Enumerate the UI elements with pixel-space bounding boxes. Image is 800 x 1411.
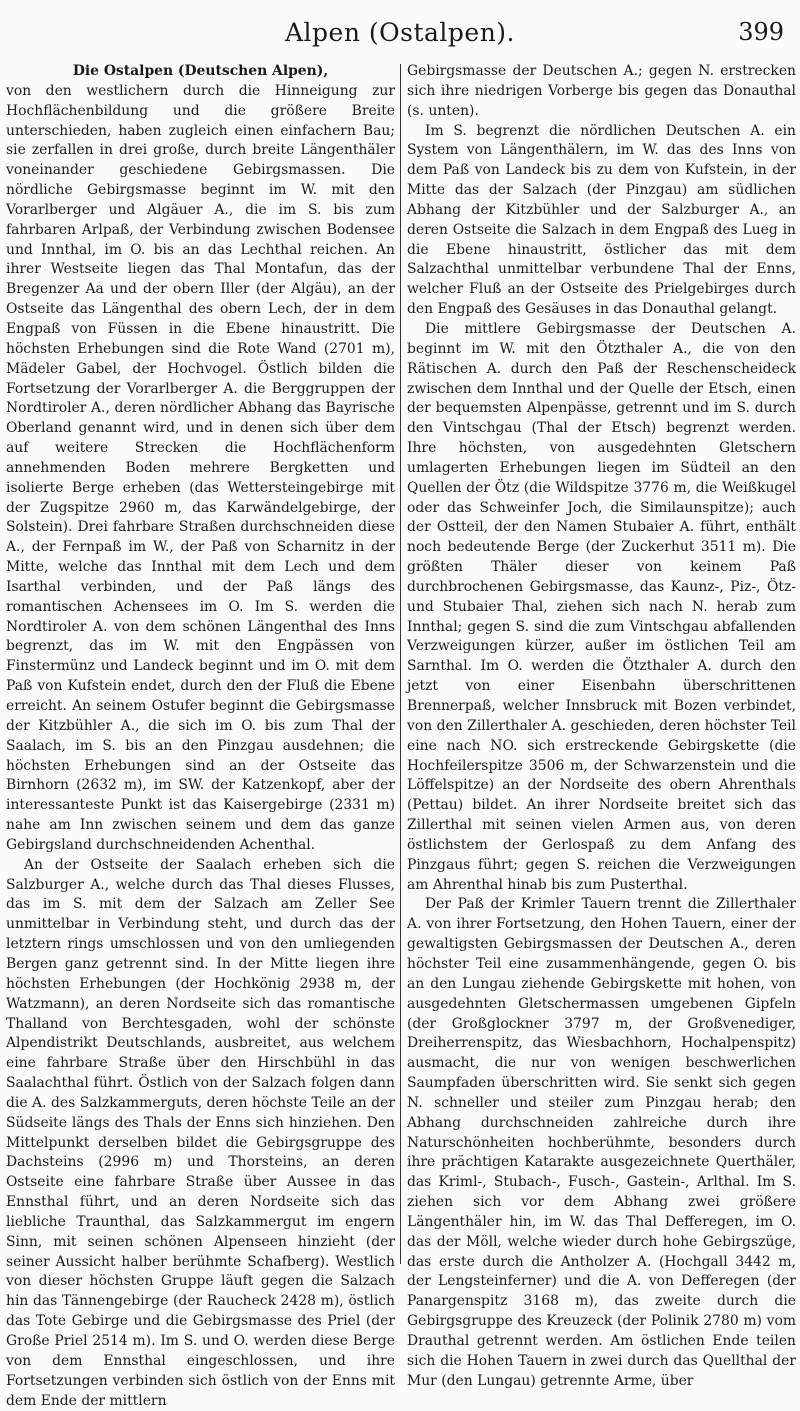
paragraph: Im S. begrenzt die nördlichen Deutschen A. ein System von Längenthälern, im W. das des Inns von dem Paß von Landeck bis zu dem von Kufstein, in der Mitte das der Salzach (der Pinzgau) am südlichen Abhang der Kitzbühler und der Salzburger A., an deren Ostseite die Salzach in dem Engpaß des Lueg in die Ebene hinaustritt, östlicher das mit dem Salzachthal unmittelbar verbundene Thal der Enns, welcher Fluß an der Ostseite des Prielgebirges durch den Engpaß des Gesäuses in das Donauthal gelangt. bbox=[407, 122, 796, 318]
paragraph: Der Paß der Krimler Tauern trennt die Zillerthaler A. von ihrer Fortsetzung, den Hohen Tauern, einer der gewaltigsten Gebirgsmassen der Deutschen A., deren höchster Teil eine zusammenhängende, gegen O. bis an den Lungau ziehende Gebirgskette mit hohen, von ausgedehnten Gletschermassen umgebenen Gipfeln (der Großglockner 3797 m, der Großvenediger, Dreiherrenspitz, das Wiesbachhorn, Hochalpenspitz) ausmacht, die nur von wenigen beschwerlichen Saumpfaden überschritten wird. Sie senkt sich gegen N. schneller und steiler zum Pinzgau herab; den Abhang durchschneiden zahlreiche durch ihre Naturschönheiten hochberühmte, besonders durch ihre prächtigen Katarakte ausgezeichnete Querthäler, das Kriml-, Stubach-, Fusch-, Gastein-, Arlthal. Im S. ziehen sich vor dem Abhang zwei größere Längenthäler hin, im W. das Thal Defferegen, im O. das der Möll, welche wieder durch hohe Gebirgszüge, das erste durch die Antholzer A. (Hochgall 3442 m, der Lengsteinferner) und die A. von Defferegen (der Panargenspitz 3168 m), das zweite durch die Gebirgsgruppe des Kreuzeck (der Polinik 2780 m) vom Drauthal getrennt werden. Am östlichen Ende teilen sich die Hohen Tauern in zwei durch das Quellthal der Mur (den Lungau) getrennte Arme, über bbox=[407, 896, 796, 1389]
paragraph: von den westlichern durch die Hinneigung zur Hochflächenbildung und die größere Breite unterschieden, haben zugleich einen einfachern Bau; sie zerfallen in drei große, durch breite Längenthäler voneinander geschiedene Gebirgsmassen. Die nördliche Gebirgsmasse beginnt im W. mit den Vorarlberger und Algäuer A., die im S. bis zum fahrbaren Arlpaß, der Verbindung zwischen Bodensee und Innthal, im O. bis an das Lechthal reichen. An ihrer Westseite liegen das Thal Montafun, das der Bregenzer Aa und der obern Iller (der Algäu), an der Ostseite das Längenthal des obern Lech, der in dem Engpaß von Füssen in die Ebene hinaustritt. Die höchsten Erhebungen sind die Rote Wand (2701 m), Mädeler Gabel, der Hochvogel. Östlich bilden die Fortsetzung der Vorarlberger A. die Berggruppen der Nordtiroler A., deren nördlicher Abhang das Bayrische Oberland genannt wird, und in denen sich über dem auf weitere Strecken die Hochflächenform annehmenden Boden mehrere Bergketten und isolierte Berge erheben (das Wettersteingebirge mit der Zugspitze 2960 m, das Karwändelgebirge, der Solstein). Drei fahrbare Straßen durchschneiden diese A., der Fernpaß im W., der Paß von Scharnitz in der Mitte, welche das Innthal mit dem Lech und dem Isarthal verbinden, und der Paß längs des romantischen Achensees im O. Im S. werden die Nordtiroler A. von dem schönen Längenthal des Inns begrenzt, das im W. mit den Engpässen von Finstermünz und Landeck beginnt und im O. mit dem Paß von Kufstein endet, durch den der Fluß die Ebene erreicht. An seinem Ostufer beginnt die Gebirgsmasse der Kitzbühler A., die sich im O. bis zum Thal der Saalach, im S. bis an den Pinzgau ausdehnen; die höchsten Erhebungen sind an der Ostseite das Birnhorn (2632 m), im SW. der Katzenkopf, aber der interessanteste Punkt ist das Kaisergebirge (2331 m) nahe am Inn zwischen seinem und dem das ganze Gebirgsland durchschneidenden Achenthal. bbox=[6, 82, 395, 853]
left-column bbox=[6, 62, 395, 1409]
page-number: 399 bbox=[738, 18, 784, 46]
page-title: Alpen (Ostalpen). bbox=[284, 18, 516, 47]
page-header bbox=[0, 18, 800, 58]
column-divider bbox=[400, 64, 401, 1264]
paragraph: Die mittlere Gebirgsmasse der Deutschen A. beginnt im W. mit den Ötzthaler A., die von den Rätischen A. durch den Paß der Reschenscheideck zwischen dem Innthal und der Quelle der Etsch, einen der bequemsten Alpenpässe, getrennt und im S. durch den Vintschgau (Thal der Etsch) begrenzt werden. Ihre höchsten, von ausgedehnten Gletschern umlagerten Erhebungen liegen im Südteil an den Quellen der Ötz (die Wildspitze 3776 m, die Weißkugel oder das Schweinfer Joch, die Similaunspitze); auch der Ostteil, der den Namen Stubaier A. führt, enthält noch bedeutende Berge (der Zuckerhut 3511 m). Die größten Thäler dieser von keinem Paß durchbrochenen Gebirgsmasse, das Kaunz-, Piz-, Ötz- und Stubaier Thal, ziehen sich nach N. herab zum Innthal; gegen S. sind die zum Vintschgau abfallenden Verzweigungen kürzer, außer im östlichen Teil am Sarnthal. Im O. werden die Ötzthaler A. durch den jetzt von einer Eisenbahn überschrittenen Brennerpaß, welcher Innsbruck mit Bozen verbindet, von den Zillerthaler A. geschieden, deren höchster Teil eine nach NO. sich erstreckende Gebirgskette (die Hochfeilerspitze 3506 m, der Schwarzenstein und die Löffelspitze) an der Nordseite des obern Ahrenthals (Pettau) bildet. An ihrer Nordseite breitet sich das Zillerthal mit seinen vielen Armen aus, von deren östlichstem der Gerlospaß zu dem Anfang des Pinzgaus führt; gegen S. reichen die Verzweigungen am Ahrenthal hinab bis zum Pusterthal. bbox=[407, 320, 796, 893]
paragraph: Gebirgsmasse der Deutschen A.; gegen N. erstrecken sich ihre niedrigen Vorberge bis gegen das Donauthal (s. unten). bbox=[407, 63, 796, 119]
paragraph: An der Ostseite der Saalach erheben sich die Salzburger A., welche durch das Thal dieses Flusses, das im S. mit dem der Salzach am Zeller See unmittelbar in Verbindung steht, und durch das der letztern rings umschlossen und von den umliegenden Bergen ganz getrennt sind. In der Mitte liegen ihre höchsten Erhebungen (der Hochkönig 2938 m, der Watzmann), an deren Nordseite sich das romantische Thalland von Berchtesgaden, wohl der schönste Alpendistrikt Deutschlands, ausbreitet, aus welchem eine fahrbare Straße über den Hirschbühl in das Saalachthal führt. Östlich von der Salzach folgen dann die A. des Salzkammerguts, deren höchste Teile an der Südseite längs des Thals der Enns sich hinziehen. Den Mittelpunkt derselben bildet die Gebirgsgruppe des Dachsteins (2996 m) und Thorsteins, an deren Ostseite eine fahrbare Straße über Aussee in das Ennsthal führt, und an deren Nordseite sich das liebliche Traunthal, das Salzkammergut im engern Sinn, mit seinen schönen Alpenseen hinzieht (der seiner Aussicht halber berühmte Schafberg). Westlich von dieser höchsten Gruppe läuft gegen die Salzach hin das Tännengebirge (der Raucheck 2428 m), östlich das Tote Gebirge und die Gebirgsmasse des Priel (der Große Priel 2514 m). Im S. und O. werden diese Berge von dem Ennsthal eingeschlossen, und ihre Fortsetzungen verbinden sich östlich von der Enns mit dem Ende der mittlern bbox=[6, 856, 395, 1409]
section-heading: Die Ostalpen (Deutschen Alpen), bbox=[72, 63, 329, 79]
right-column bbox=[407, 62, 796, 1389]
